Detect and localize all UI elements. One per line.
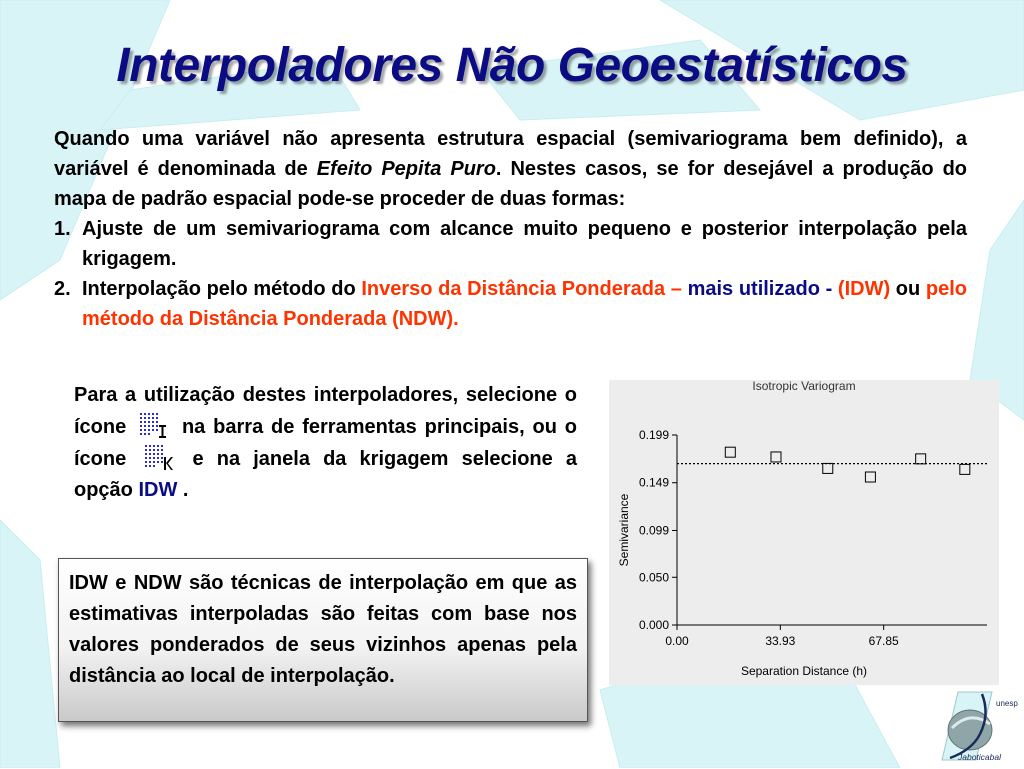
list-text-2 [82,274,967,334]
y-tick-label: 0.199 [638,428,669,442]
list-text-2-b: ou [890,278,926,300]
y-axis-label: Semivariance [617,493,631,567]
usage-text-1: Para a utilização destes interpoladores, selecione o ícone [74,384,577,438]
grid-idw-icon [138,411,170,441]
intro-text-b: . Nestes casos, se for desejável a produção do mapa de padrão espacial pode-se proceder de duas formas: [54,158,967,210]
data-point [823,463,833,473]
list-text-1: Ajuste de um semivariograma com alcance muito pequeno e posterior interpolação pela krigagem. [82,218,967,270]
list-number-2: 2. [54,278,71,300]
x-axis-label: Separation Distance (h) [740,664,868,678]
x-tick-label: 67.85 [868,634,899,648]
x-tick-label: 0.00 [665,634,689,648]
logo-text-jaboticabal: Jaboticabal [958,752,1002,762]
logo-text-unesp: unesp [996,699,1018,708]
x-tick-label: 33.93 [765,634,796,648]
idw-option-label: IDW [138,479,178,501]
data-point [916,454,926,464]
usage-text-2: na barra de ferramentas principais, ou o ícone [74,416,577,470]
usage-text-end: . [177,479,189,501]
y-tick-label: 0.149 [638,475,669,490]
data-point [771,452,781,462]
list-number-1: 1. [54,218,71,240]
data-point [960,464,970,474]
data-point [725,447,735,457]
variogram-chart-svg [609,380,999,685]
data-point [865,472,875,482]
definition-text: IDW e NDW são técnicas de interpolação em que as estimativas interpoladas são feitas com base nos valores ponderados de seus vizinhos apenas pela distância ao local de interpolação. [69,572,577,687]
highlight-idw-abbr: (IDW) [837,278,891,300]
usage-text [74,380,577,506]
y-tick-label: 0.050 [638,570,669,585]
highlight-idw-name: Inverso da Distância Ponderada – [361,278,682,300]
unesp-logo [930,688,1020,764]
page-title: Interpoladores Não Geoestatísticos [116,39,908,92]
usage-text-3: e na janela da krigagem selecione a opção [74,448,578,501]
list-item-1 [54,214,967,274]
intro-text [54,124,967,334]
y-tick-label: 0.000 [638,618,669,632]
list-text-2-a: Interpolação pelo método do [82,278,362,300]
grid-ndw-icon [143,443,175,473]
variogram-chart [609,380,999,685]
list-item-2 [54,274,967,334]
highlight-most-used: mais utilizado - [681,278,838,300]
definition-box [58,558,588,722]
intro-emphasis: Efeito Pepita Puro [316,158,496,180]
intro-paragraph [54,124,967,214]
intro-text-a: Quando uma variável não apresenta estrutura espacial (semivariograma bem definido), a variável é denominada de [54,128,967,180]
y-tick-label: 0.099 [638,523,669,538]
highlight-ndw: pelo método da Distância Ponderada (NDW). [82,278,968,330]
chart-title: Isotropic Variogram [752,380,856,393]
